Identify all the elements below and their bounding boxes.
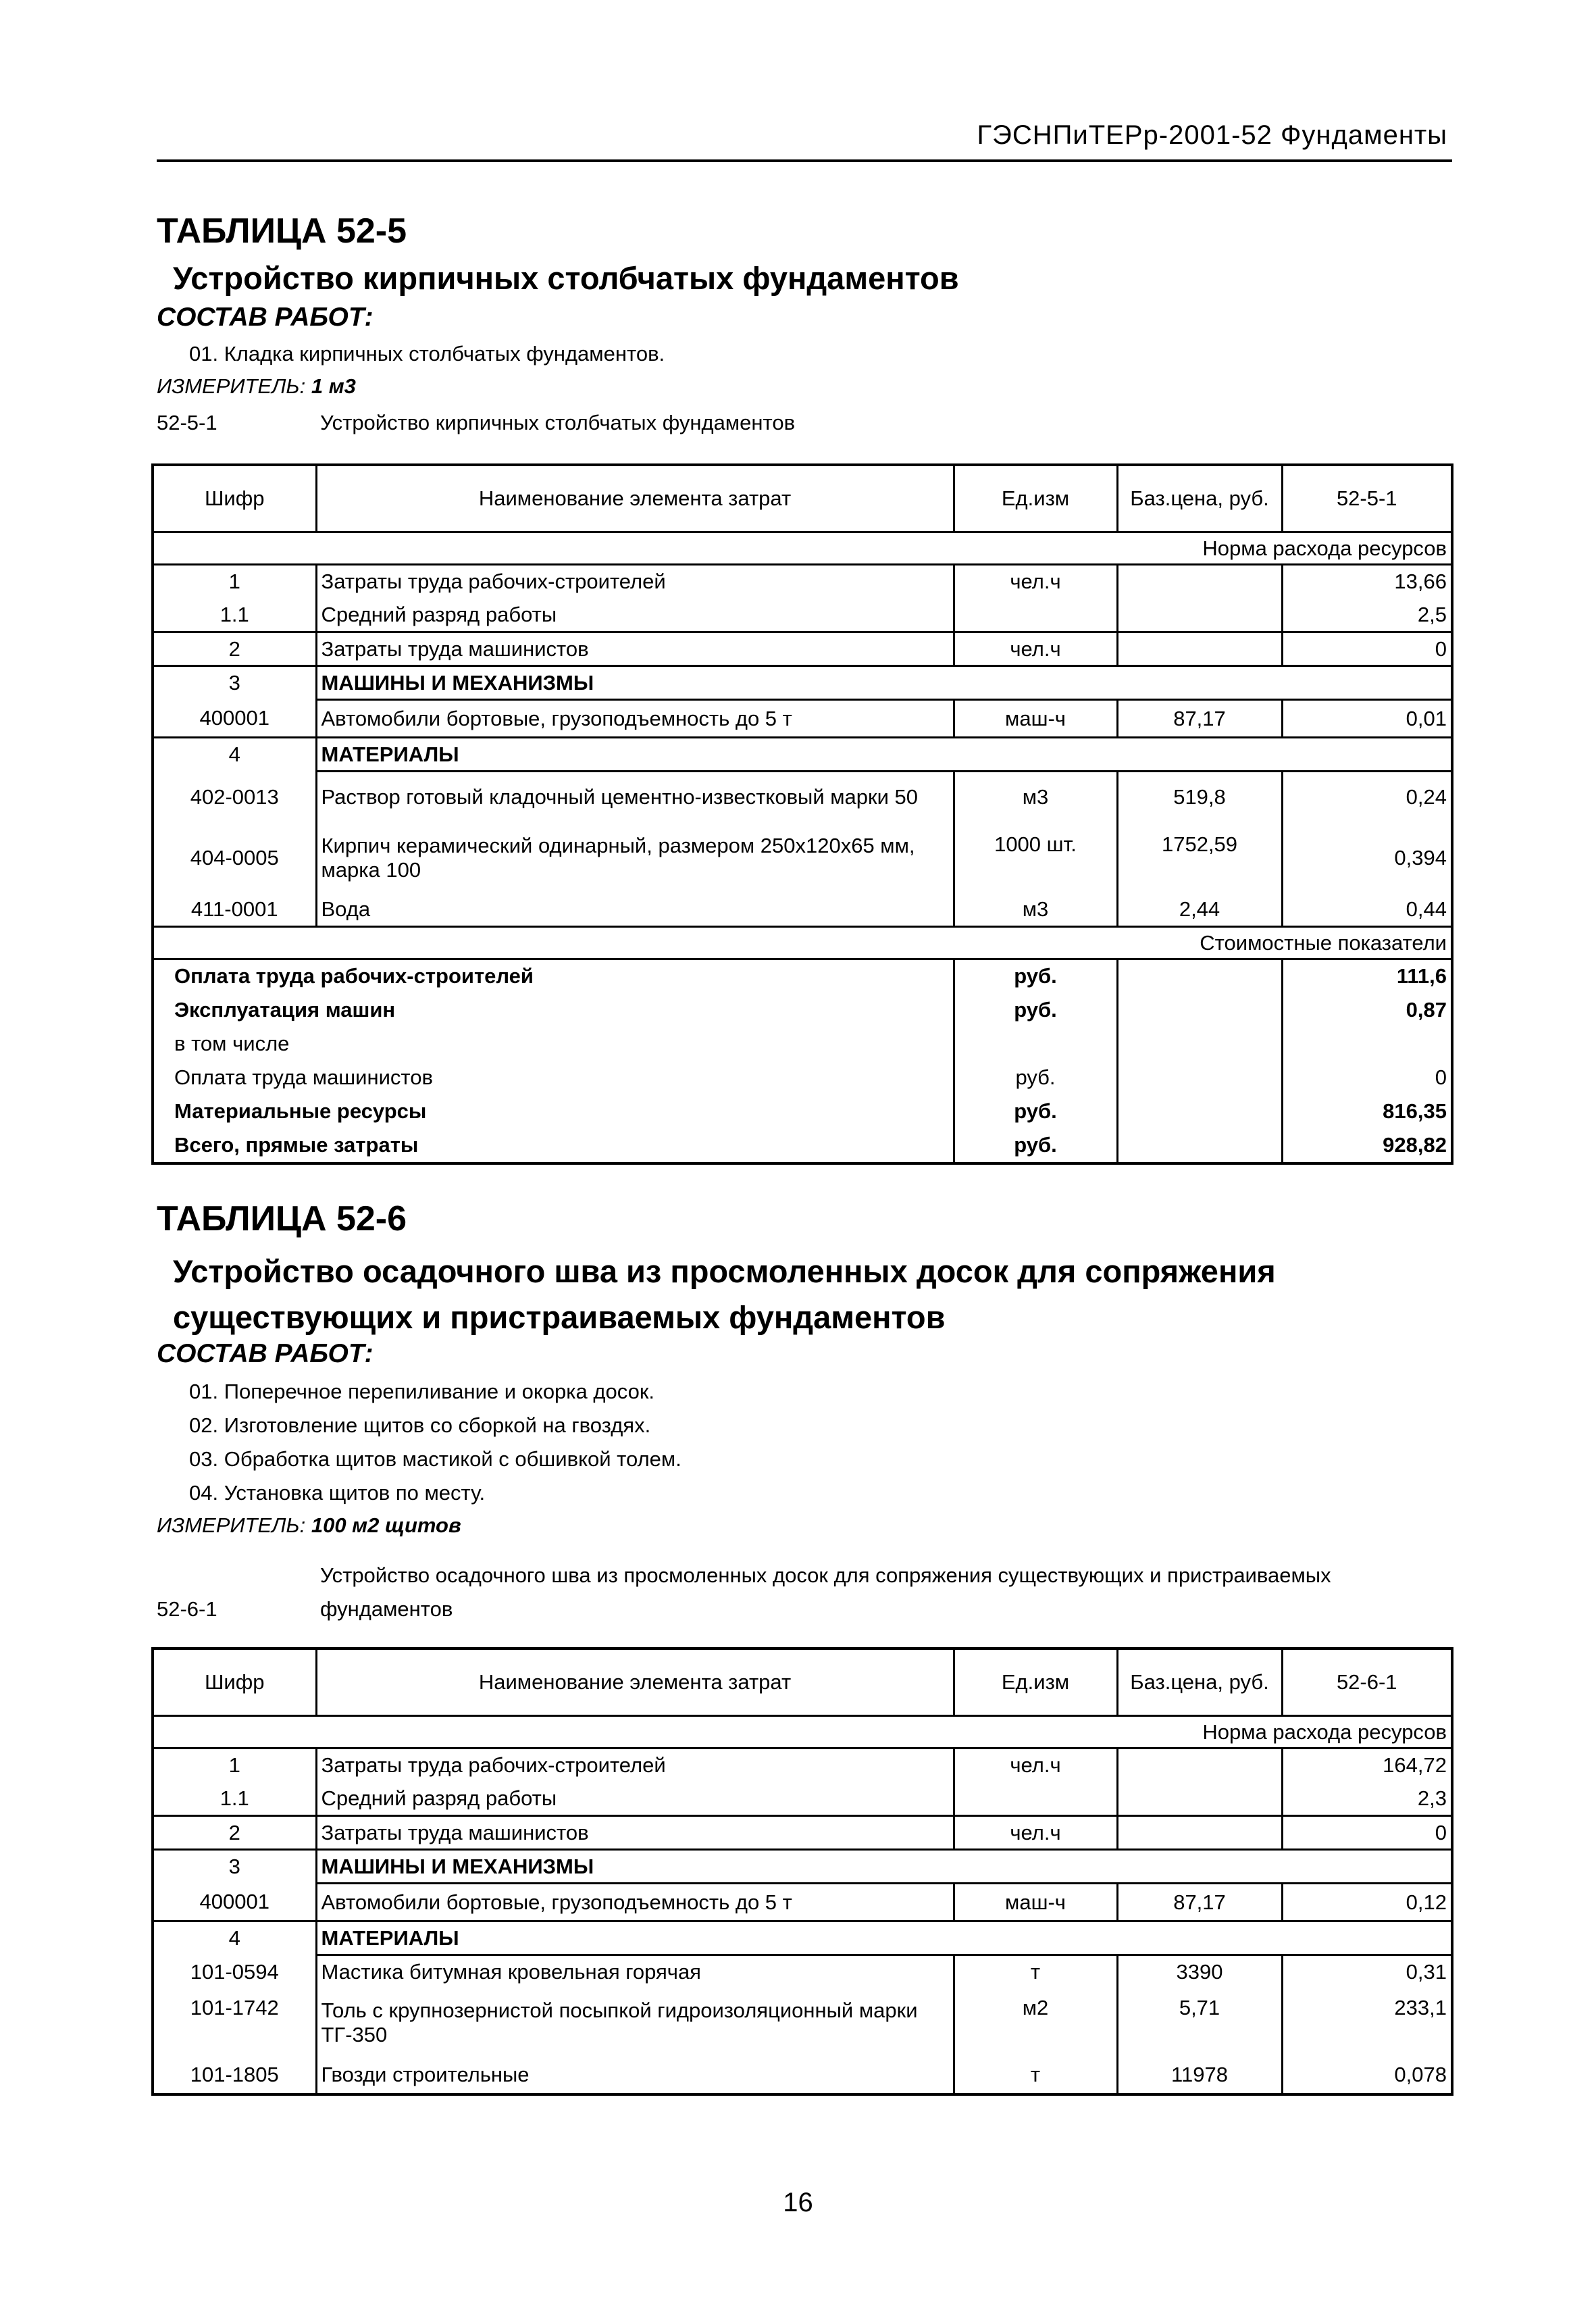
table-52-6-section-title-line-1: Устройство осадочного шва из просмоленных досок для сопряжения [173,1253,1276,1289]
table-52-5-section-title: Устройство кирпичных столбчатых фундаментов [173,260,959,296]
table-52-5-code-description: Устройство кирпичных столбчатых фундаментов [320,411,796,434]
table-52-6-code-description-line-2: фундаментов [320,1597,453,1621]
table-52-5-code: 52-5-1 [157,411,217,434]
table-row: 400001 Автомобили бортовые, грузоподъемность до 5 т маш-ч 87,17 0,01 [154,700,1451,738]
col-header-price: Баз.цена, руб. [1117,1650,1282,1716]
table-row: 1.1 Средний разряд работы 2,3 [154,1782,1451,1816]
col-header-code: Шифр [154,466,316,532]
col-header-unit: Ед.изм [954,466,1117,532]
table-row: 4 МАТЕРИАЛЫ [154,1921,1451,1955]
col-header-rate: 52-6-1 [1282,1650,1451,1716]
table-row: 1 Затраты труда рабочих-строителей чел.ч 13,66 [154,565,1451,599]
cost-row: Эксплуатация машин руб. 0,87 [154,993,1451,1027]
table-52-6-meter [157,1513,461,1538]
table-52-5-title: ТАБЛИЦА 52-5 [157,211,407,251]
col-header-code: Шифр [154,1650,316,1716]
table-52-6-code-description-line-1: Устройство осадочного шва из просмоленных досок для сопряжения существующих и пристраиваемых [320,1563,1331,1587]
norm-label: Норма расхода ресурсов [154,1716,1451,1749]
table-52-6-section-title-line-2: существующих и пристраиваемых фундаментов [173,1299,946,1335]
table-row: 3 МАШИНЫ И МЕХАНИЗМЫ [154,666,1451,700]
table-row: 4 МАТЕРИАЛЫ [154,738,1451,772]
table-52-6-code: 52-6-1 [157,1597,217,1621]
cost-row: в том числе [154,1027,1451,1061]
meter-value: 100 м2 щитов [311,1513,461,1537]
col-header-price: Баз.цена, руб. [1117,466,1282,532]
table-row: 1 Затраты труда рабочих-строителей чел.ч 164,72 [154,1749,1451,1782]
col-header-unit: Ед.изм [954,1650,1117,1716]
meter-label: ИЗМЕРИТЕЛЬ: [157,1513,306,1537]
table-52-5-meter [157,374,356,399]
table-52-6-step-3: 03. Обработка щитов мастикой с обшивкой толем. [189,1447,681,1471]
table-row: 404-0005 Кирпич керамический одинарный, размером 250х120х65 мм, марка 100 1000 шт. 1752,59 0,394 [154,823,1451,893]
table-row: 411-0001 Вода м3 2,44 0,44 [154,893,1451,927]
table-52-6-title: ТАБЛИЦА 52-6 [157,1199,407,1238]
col-header-name: Наименование элемента затрат [316,1650,954,1716]
meter-value: 1 м3 [311,374,356,398]
header-rule [157,159,1452,162]
table-row: 1.1 Средний разряд работы 2,5 [154,599,1451,632]
table-row: 3 МАШИНЫ И МЕХАНИЗМЫ [154,1850,1451,1884]
table-52-6-composition-label: СОСТАВ РАБОТ: [157,1339,374,1368]
norm-label: Норма расхода ресурсов [154,532,1451,565]
meter-label: ИЗМЕРИТЕЛЬ: [157,374,306,398]
table-row: 101-1805 Гвозди строительные т 11978 0,078 [154,2057,1451,2093]
table-52-6 [154,1650,1451,2093]
table-52-6-step-4: 04. Установка щитов по месту. [189,1481,486,1505]
table-row: 2 Затраты труда машинистов чел.ч 0 [154,1816,1451,1850]
page-number: 16 [783,2188,813,2217]
cost-row: Оплата труда рабочих-строителей руб. 111,6 [154,959,1451,993]
table-52-5 [154,466,1451,1162]
table-52-6-step-2: 02. Изготовление щитов со сборкой на гвоздях. [189,1413,651,1437]
col-header-name: Наименование элемента затрат [316,466,954,532]
cost-row: Всего, прямые затраты руб. 928,82 [154,1128,1451,1162]
table-52-6-step-1: 01. Поперечное перепиливание и окорка досок. [189,1380,654,1403]
table-row: 101-1742 Толь с крупнозернистой посыпкой гидроизоляционный марки ТГ-350 м2 5,71 233,1 [154,1989,1451,2057]
table-row: 101-0594 Мастика битумная кровельная горячая т 3390 0,31 [154,1955,1451,1989]
table-row: 2 Затраты труда машинистов чел.ч 0 [154,632,1451,666]
table-row: 400001 Автомобили бортовые, грузоподъемность до 5 т маш-ч 87,17 0,12 [154,1884,1451,1921]
table-52-5-step-1: 01. Кладка кирпичных столбчатых фундаментов. [189,342,665,366]
table-row: 402-0013 Раствор готовый кладочный цементно-известковый марки 50 м3 519,8 0,24 [154,772,1451,823]
cost-label: Стоимостные показатели [154,927,1451,959]
cost-row: Материальные ресурсы руб. 816,35 [154,1095,1451,1128]
cost-row: Оплата труда машинистов руб. 0 [154,1061,1451,1095]
table-52-5-composition-label: СОСТАВ РАБОТ: [157,303,374,332]
col-header-rate: 52-5-1 [1282,466,1451,532]
document-header: ГЭСНПиТЕРр-2001-52 Фундаменты [977,120,1447,150]
